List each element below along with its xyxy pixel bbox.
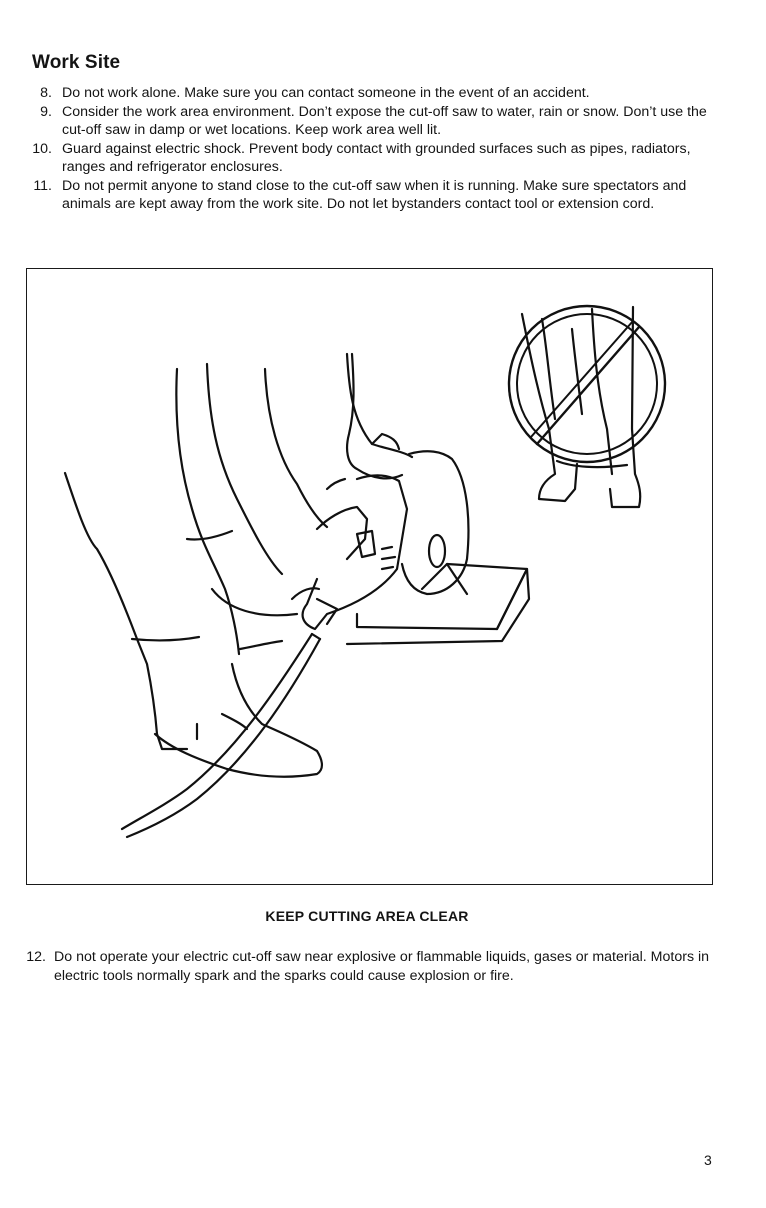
list-item xyxy=(28,84,728,103)
item-number: 8. xyxy=(40,85,52,101)
page-number: 3 xyxy=(704,1152,712,1168)
safety-illustration xyxy=(26,268,713,885)
safety-list-continued xyxy=(20,948,720,985)
item-number: 11. xyxy=(33,177,52,194)
item-text: Consider the work area environment. Don’t expose the cut-off saw to water, rain or snow. Don’t use the cut-off saw in damp or wet locations. Keep work area well lit. xyxy=(62,103,707,138)
item-text: Do not operate your electric cut-off saw near explosive or flammable liquids, gases or material. Motors in electric tools normally spark and the sparks could cause explosion or fire. xyxy=(54,949,710,984)
cut-off-saw-illustration xyxy=(27,269,714,886)
section-heading: Work Site xyxy=(32,52,121,73)
item-text: Do not work alone. Make sure you can contact someone in the event of an accident. xyxy=(62,85,590,101)
operator-arm xyxy=(347,354,412,478)
list-item xyxy=(28,177,728,214)
list-item xyxy=(28,103,728,140)
prohibition-icon xyxy=(509,306,665,507)
power-cord xyxy=(122,634,320,837)
operator-legs xyxy=(65,364,327,777)
item-number: 10. xyxy=(32,140,52,157)
item-text: Do not permit anyone to stand close to the cut-off saw when it is running. Make sure spectators and animals are kept away from the work site. Do not let bystanders contact tool or extension cord. xyxy=(62,177,687,212)
workpiece xyxy=(347,564,529,644)
item-number: 12. xyxy=(26,949,46,965)
item-text: Guard against electric shock. Prevent body contact with grounded surfaces such as pipes, radiators, ranges and refrigerator enclosures. xyxy=(62,140,691,175)
figure-caption: KEEP CUTTING AREA CLEAR xyxy=(265,908,469,924)
list-item xyxy=(20,948,720,985)
safety-list xyxy=(28,84,728,214)
list-item xyxy=(28,140,728,177)
item-number: 9. xyxy=(40,103,52,120)
